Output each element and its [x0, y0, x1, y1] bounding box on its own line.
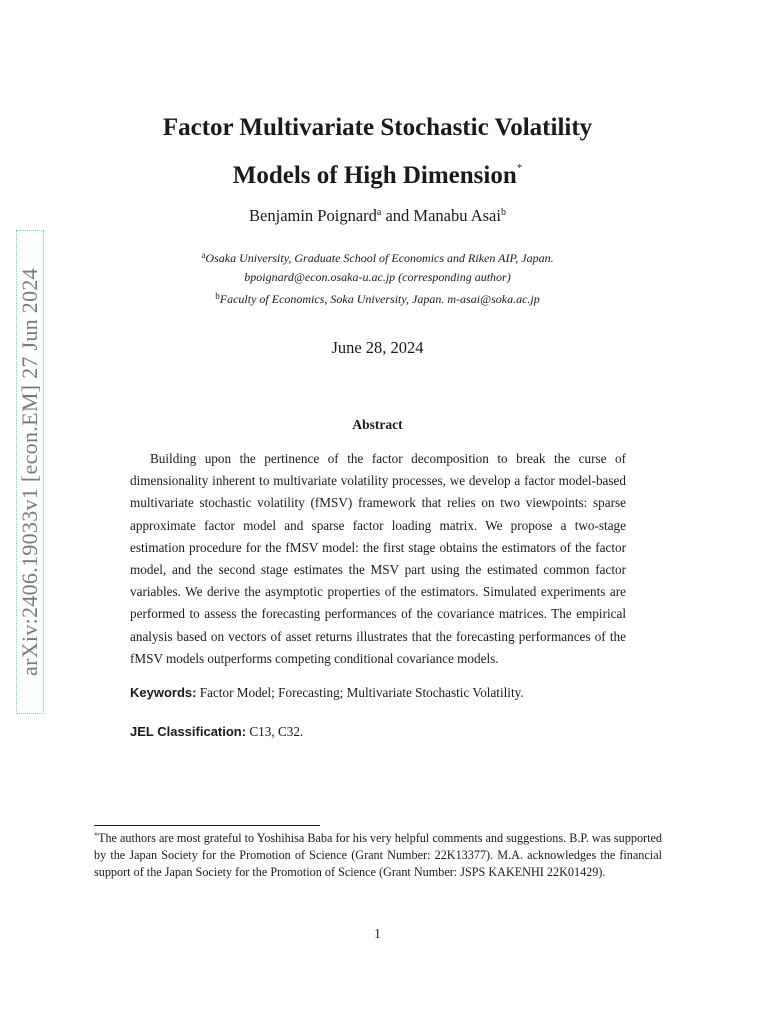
affiliations: [100, 246, 655, 309]
affiliation-a-text: Osaka University, Graduate School of Economics and Riken AIP, Japan.: [205, 251, 554, 265]
keywords-value: Factor Model; Forecasting; Multivariate Stochastic Volatility.: [199, 685, 524, 700]
arxiv-stamp[interactable]: [16, 230, 44, 714]
affiliation-b-mark: b: [215, 291, 220, 301]
title-line-2-text: Models of High Dimension: [232, 162, 517, 189]
affiliation-a: [100, 246, 655, 268]
author-conjunction: and: [385, 206, 410, 225]
title-line-1: Factor Multivariate Stochastic Volatility: [162, 114, 593, 141]
author-list: [100, 206, 655, 226]
page-number: 1: [374, 926, 381, 941]
affiliation-a-email: bpoignard@econ.osaka-u.ac.jp (corresponding author): [244, 270, 511, 284]
title-footnote-mark: *: [516, 162, 523, 174]
footnote-mark: *: [94, 831, 98, 840]
title-line-2: [100, 148, 655, 196]
jel-label: JEL Classification:: [130, 724, 247, 739]
footnote: [94, 827, 662, 881]
paper-title: [100, 108, 655, 196]
affiliation-b-text: Faculty of Economics, Soka University, Japan. m-asai@soka.ac.jp: [219, 292, 540, 306]
arxiv-stamp-text: arXiv:2406.19033v1 [econ.EM] 27 Jun 2024: [17, 268, 42, 676]
author-1: Benjamin Poignard: [249, 206, 377, 225]
affiliation-a-mark: a: [201, 250, 206, 260]
paper-date: June 28, 2024: [331, 338, 424, 357]
abstract-heading: Abstract: [352, 417, 403, 432]
keywords-label: Keywords:: [130, 685, 197, 700]
abstract-body: Building upon the pertinence of the factor decomposition to break the curse of dimensionality inherent to multivariate volatility processes, we develop a factor model-based multivariate stochastic volatility (fMSV) framework that relies on two viewpoints: sparse approximate factor model and sparse factor loading matrix. We propose a two-stage estimation procedure for the fMSV model: the first stage obtains the estimators of the factor model, and the second stage estimates the MSV part using the estimated common factor variables. We derive the asymptotic properties of the estimators. Simulated experiments are performed to assess the forecasting performances of the covariance matrices. The empirical analysis based on vectors of asset returns illustrates that the forecasting performances of the fMSV models outperforms competing conditional covariance models.: [130, 451, 626, 666]
jel-value: C13, C32.: [249, 724, 304, 739]
jel-classification: [130, 724, 626, 740]
author-2: Manabu Asai: [413, 206, 501, 225]
author-1-mark: a: [376, 207, 382, 218]
keywords: [130, 685, 626, 701]
author-2-mark: b: [500, 207, 506, 218]
affiliation-b: [100, 287, 655, 309]
footnote-text: The authors are most grateful to Yoshihisa Baba for his very helpful comments and suggestions. B.P. was supported by the Japan Society for the Promotion of Science (Grant Number: 22K13377). M.A. acknowledges the financial support of the Japan Society for the Promotion of Science (Grant Number: JSPS KAKENHI 22K01429).: [94, 831, 662, 879]
footnote-divider: [94, 825, 320, 826]
